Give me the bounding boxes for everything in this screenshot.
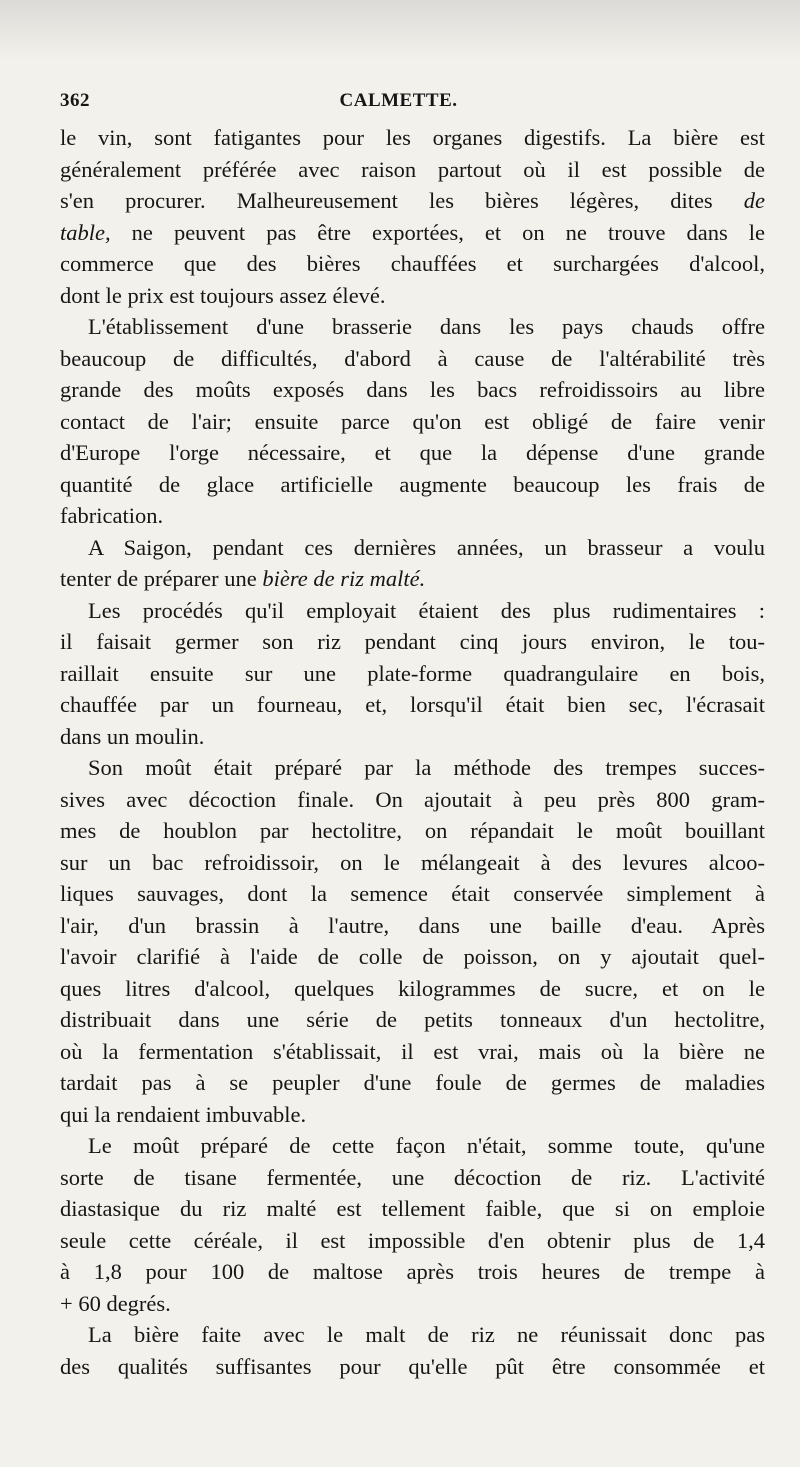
line-text: tenter de préparer une xyxy=(60,566,257,591)
text-line xyxy=(60,973,765,1005)
line-text: s'en procurer. Malheureusement les bières légères, dites xyxy=(60,188,713,213)
line-text: le vin, sont fatigantes pour les organes digestifs. La bière est xyxy=(60,125,765,150)
text-line xyxy=(60,469,765,501)
text-line xyxy=(60,689,765,721)
line-text: contact de l'air; ensuite parce qu'on est obligé de faire venir xyxy=(60,408,765,434)
line-text: l'avoir clarifié à l'aide de colle de poisson, on y ajoutait quel- xyxy=(60,944,765,969)
line-text: chauffée par un fourneau, et, lorsqu'il était bien sec, l'écrasait xyxy=(60,692,765,717)
line-text: A Saigon, pendant ces dernières années, un brasseur a voulu xyxy=(88,534,765,560)
text-line xyxy=(60,1319,765,1351)
text-line xyxy=(60,595,765,627)
text-line xyxy=(60,1004,765,1036)
line-text: grande des moûts exposés dans les bacs refroidissoirs au libre xyxy=(60,377,765,402)
text-line xyxy=(60,1130,765,1162)
scan-edge-shadow xyxy=(0,0,800,60)
text-line xyxy=(60,1162,765,1194)
line-text: quantité de glace artificielle augmente beaucoup les frais de xyxy=(60,471,765,497)
text-line xyxy=(60,784,765,816)
text-line xyxy=(60,532,765,564)
text-line xyxy=(60,1256,765,1288)
text-line xyxy=(60,122,765,154)
line-text: qui la rendaient imbuvable. xyxy=(60,1101,307,1127)
line-text: commerce que des bières chauffées et surchargées d'alcool, xyxy=(60,251,765,276)
line-text: raillait ensuite sur une plate-forme quadrangulaire en bois, xyxy=(60,660,765,686)
line-text: sives avec décoction finale. On ajoutait à peu près 800 gram- xyxy=(60,786,765,812)
line-text: sorte de tisane fermentée, une décoction de riz. L'activité xyxy=(60,1164,765,1190)
line-text: tardait pas à se peupler d'une foule de germes de maladies xyxy=(60,1070,765,1095)
text-line xyxy=(60,248,765,280)
text-line xyxy=(60,1351,765,1383)
line-text: Les procédés qu'il employait étaient des plus rudimentaires : xyxy=(88,597,765,623)
line-text: seule cette céréale, il est impossible d'en obtenir plus de 1,4 xyxy=(60,1227,765,1253)
line-text: mes de houblon par hectolitre, on répandait le moût bouillant xyxy=(60,818,765,843)
text-line xyxy=(60,1099,765,1131)
text-line xyxy=(60,563,765,595)
page-header xyxy=(60,90,765,122)
line-text: ques litres d'alcool, quelques kilogrammes de sucre, et on le xyxy=(60,975,765,1001)
line-text: il faisait germer son riz pendant cinq jours environ, le tou- xyxy=(60,629,765,654)
italic-term: bière de riz malté. xyxy=(262,566,426,591)
text-line xyxy=(60,658,765,690)
text-line xyxy=(60,343,765,375)
line-text: à 1,8 pour 100 de maltose après trois heures de trempe à xyxy=(60,1259,765,1284)
text-line xyxy=(60,1288,765,1320)
running-title: CALMETTE. xyxy=(339,90,458,111)
text-line xyxy=(60,878,765,910)
italic-term: de xyxy=(743,188,766,213)
line-text: L'établissement d'une brasserie dans les pays chauds offre xyxy=(88,314,765,339)
line-text: Le moût préparé de cette façon n'était, somme toute, qu'une xyxy=(88,1133,765,1158)
text-line xyxy=(60,311,765,343)
text-line xyxy=(60,437,765,469)
text-line xyxy=(60,1193,765,1225)
text-line xyxy=(60,154,765,186)
text-line xyxy=(60,1036,765,1068)
line-text: ne peuvent pas être exportées, et on ne trouve dans le xyxy=(110,219,765,245)
text-line xyxy=(60,374,765,406)
text-line xyxy=(60,941,765,973)
text-line xyxy=(60,1225,765,1257)
text-line xyxy=(60,847,765,879)
italic-term: table, xyxy=(60,219,111,245)
line-text: diastasique du riz malté est tellement faible, que si on emploie xyxy=(60,1196,765,1221)
line-text: distribuait dans une série de petits tonneaux d'un hectolitre, xyxy=(60,1007,765,1032)
text-line xyxy=(60,500,765,532)
line-text: beaucoup de difficultés, d'abord à cause de l'altérabilité très xyxy=(60,345,765,371)
line-text: liques sauvages, dont la semence était conservée simplement à xyxy=(60,881,765,906)
line-text: d'Europe l'orge nécessaire, et que la dépense d'une grande xyxy=(60,440,765,465)
text-line xyxy=(60,185,765,217)
line-text: + 60 degrés. xyxy=(60,1290,171,1316)
text-line xyxy=(60,1067,765,1099)
line-text: dans un moulin. xyxy=(60,723,205,749)
line-text: Son moût était préparé par la méthode des trempes succes- xyxy=(88,755,765,780)
body-text xyxy=(60,122,765,1382)
book-page xyxy=(60,90,765,1382)
text-line xyxy=(60,752,765,784)
text-line xyxy=(60,406,765,438)
text-line xyxy=(60,217,765,249)
text-line xyxy=(60,910,765,942)
line-text: fabrication. xyxy=(60,503,164,528)
line-text: généralement préférée avec raison partout où il est possible de xyxy=(60,156,765,182)
text-line xyxy=(60,815,765,847)
line-text: sur un bac refroidissoir, on le mélangeait à des levures alcoo- xyxy=(60,849,765,875)
line-text: des qualités suffisantes pour qu'elle pût être consommée et xyxy=(60,1353,765,1379)
text-line xyxy=(60,280,765,312)
line-text: dont le prix est toujours assez élevé. xyxy=(60,282,386,308)
line-text: l'air, d'un brassin à l'autre, dans une baille d'eau. Après xyxy=(60,912,765,938)
page-number: 362 xyxy=(60,90,90,111)
line-text: où la fermentation s'établissait, il est vrai, mais où la bière ne xyxy=(60,1038,765,1064)
text-line xyxy=(60,721,765,753)
text-line xyxy=(60,626,765,658)
line-text: La bière faite avec le malt de riz ne réunissait donc pas xyxy=(88,1322,765,1347)
